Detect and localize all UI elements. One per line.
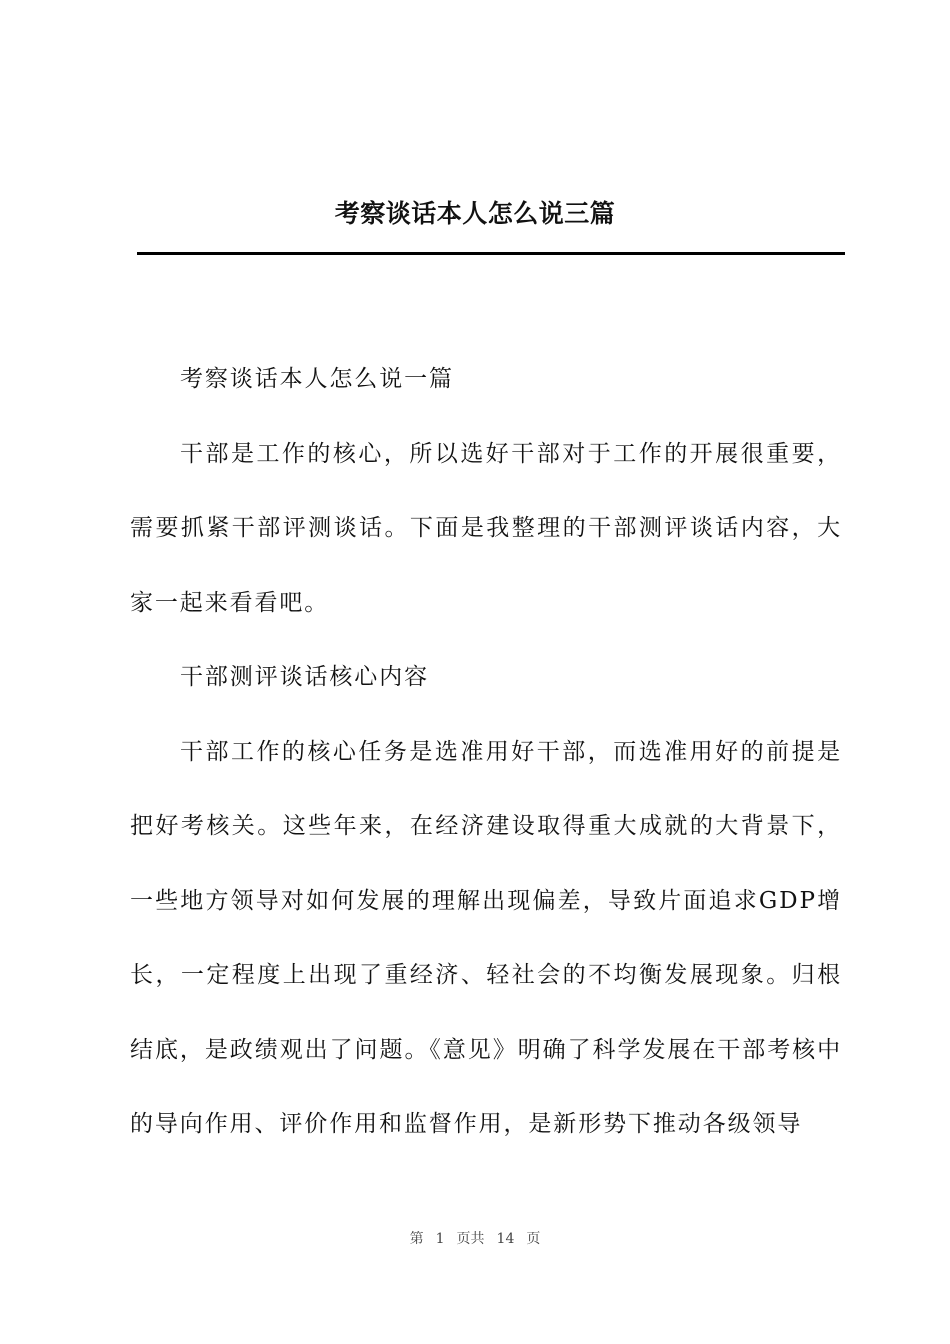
footer-current-page: 1 [435,1231,445,1247]
footer-suffix: 页 [526,1231,541,1247]
document-body [130,342,842,1162]
footer-prefix: 第 [409,1231,424,1247]
footer-mid: 页共 [456,1231,485,1247]
title-underline [137,252,845,255]
paragraph-core-content: 干部工作的核心任务是选准用好干部，而选准用好的前提是把好考核关。这些年来，在经济建设取得重大成就的大背景下，一些地方领导对如何发展的理解出现偏差，导致片面追求GDP增长，一定程度上出现了重经济、轻社会的不均衡发展现象。归根结底，是政绩观出了问题。《意见》明确了科学发展在干部考核中的导向作用、评价作用和监督作用，是新形势下推动各级领导 [130,738,842,1137]
footer-total-pages: 14 [496,1231,515,1247]
document-title: 考察谈话本人怎么说三篇 [334,199,616,228]
section-heading-1: 考察谈话本人怎么说一篇 [180,366,454,392]
paragraph-intro: 干部是工作的核心，所以选好干部对于工作的开展很重要，需要抓紧干部评测谈话。下面是我整理的干部测评谈话内容，大家一起来看看吧。 [130,440,842,616]
section-heading-2: 干部测评谈话核心内容 [180,664,429,690]
page-footer [0,1229,950,1249]
